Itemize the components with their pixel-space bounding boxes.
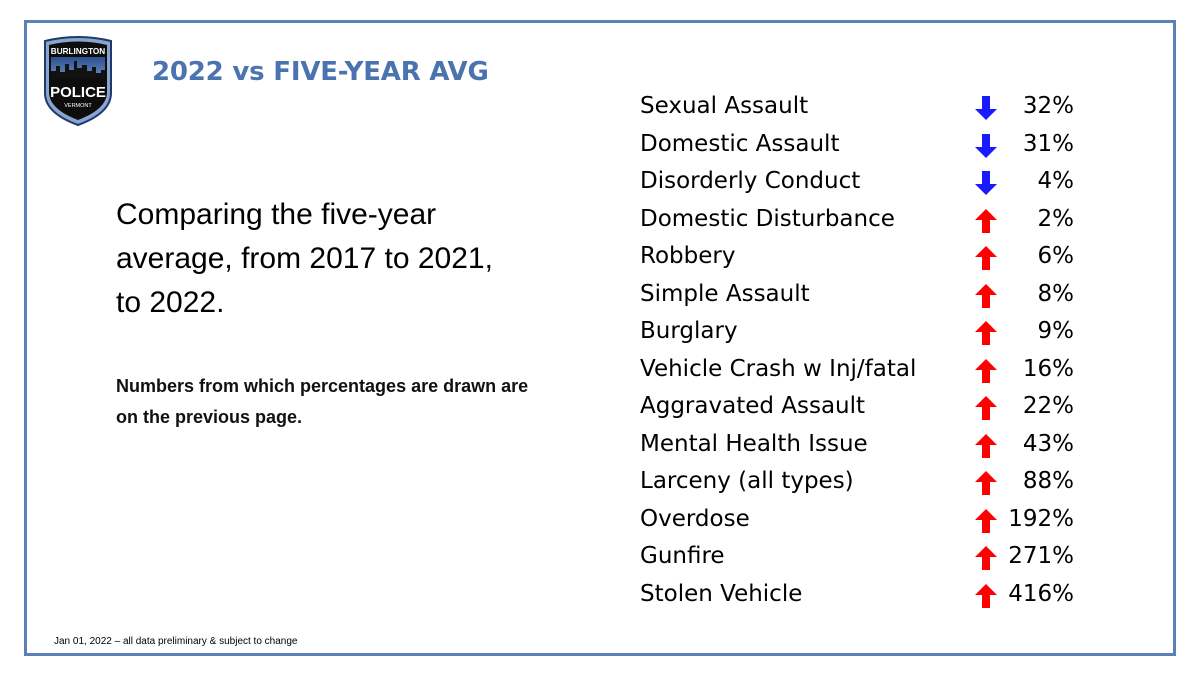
intro-text: Comparing the five-year average, from 2017 to 2021, to 2022.	[116, 198, 493, 319]
stat-label: Robbery	[640, 243, 736, 269]
stat-row	[640, 202, 1080, 240]
stat-value: 2%	[1037, 205, 1074, 232]
stat-label: Mental Health Issue	[640, 430, 868, 457]
stat-value: 43%	[1022, 430, 1074, 457]
note-text: Numbers from which percentages are drawn are on the previous page.	[116, 376, 529, 427]
stat-label: Stolen Vehicle	[640, 580, 803, 607]
stat-row	[640, 427, 1080, 465]
stat-value: 192%	[1008, 505, 1074, 532]
stat-value: 6%	[1037, 243, 1074, 269]
svg-text:POLICE: POLICE	[50, 84, 106, 101]
police-badge-logo	[41, 35, 115, 127]
stat-value: 4%	[1037, 168, 1074, 194]
stat-row	[640, 164, 1080, 202]
stat-row	[640, 539, 1080, 577]
stat-value: 416%	[1008, 580, 1074, 607]
stat-value: 16%	[1022, 355, 1074, 382]
stat-label: Gunfire	[640, 543, 725, 569]
stats-list	[640, 89, 1080, 614]
stat-label: Burglary	[640, 318, 738, 344]
stat-row	[640, 127, 1080, 165]
stat-label: Simple Assault	[640, 280, 810, 307]
stat-label: Domestic Disturbance	[640, 205, 895, 232]
svg-text:BURLINGTON: BURLINGTON	[50, 47, 106, 56]
stat-row	[640, 89, 1080, 127]
stat-value: 22%	[1022, 393, 1074, 419]
stat-label: Overdose	[640, 505, 750, 532]
stat-label: Sexual Assault	[640, 93, 809, 119]
page-title: 2022 vs FIVE-YEAR AVG	[152, 57, 489, 87]
stat-row	[640, 352, 1080, 390]
stat-row	[640, 502, 1080, 540]
stat-row	[640, 277, 1080, 315]
stat-value: 31%	[1022, 130, 1074, 157]
stat-row	[640, 577, 1080, 615]
svg-text:VERMONT: VERMONT	[64, 103, 92, 109]
footer-disclaimer: Jan 01, 2022 – all data preliminary & subject to change	[54, 636, 298, 647]
stat-label: Aggravated Assault	[640, 393, 866, 419]
stat-value: 32%	[1022, 93, 1074, 119]
stat-row	[640, 314, 1080, 352]
stat-value: 88%	[1022, 468, 1074, 494]
stat-label: Vehicle Crash w Inj/fatal	[640, 355, 917, 382]
stat-label: Larceny (all types)	[640, 468, 854, 494]
stat-row	[640, 389, 1080, 427]
stat-value: 271%	[1008, 543, 1074, 569]
stat-row	[640, 464, 1080, 502]
stat-value: 8%	[1037, 280, 1074, 307]
stat-label: Domestic Assault	[640, 130, 840, 157]
stat-label: Disorderly Conduct	[640, 168, 861, 194]
stat-row	[640, 239, 1080, 277]
stat-value: 9%	[1037, 318, 1074, 344]
